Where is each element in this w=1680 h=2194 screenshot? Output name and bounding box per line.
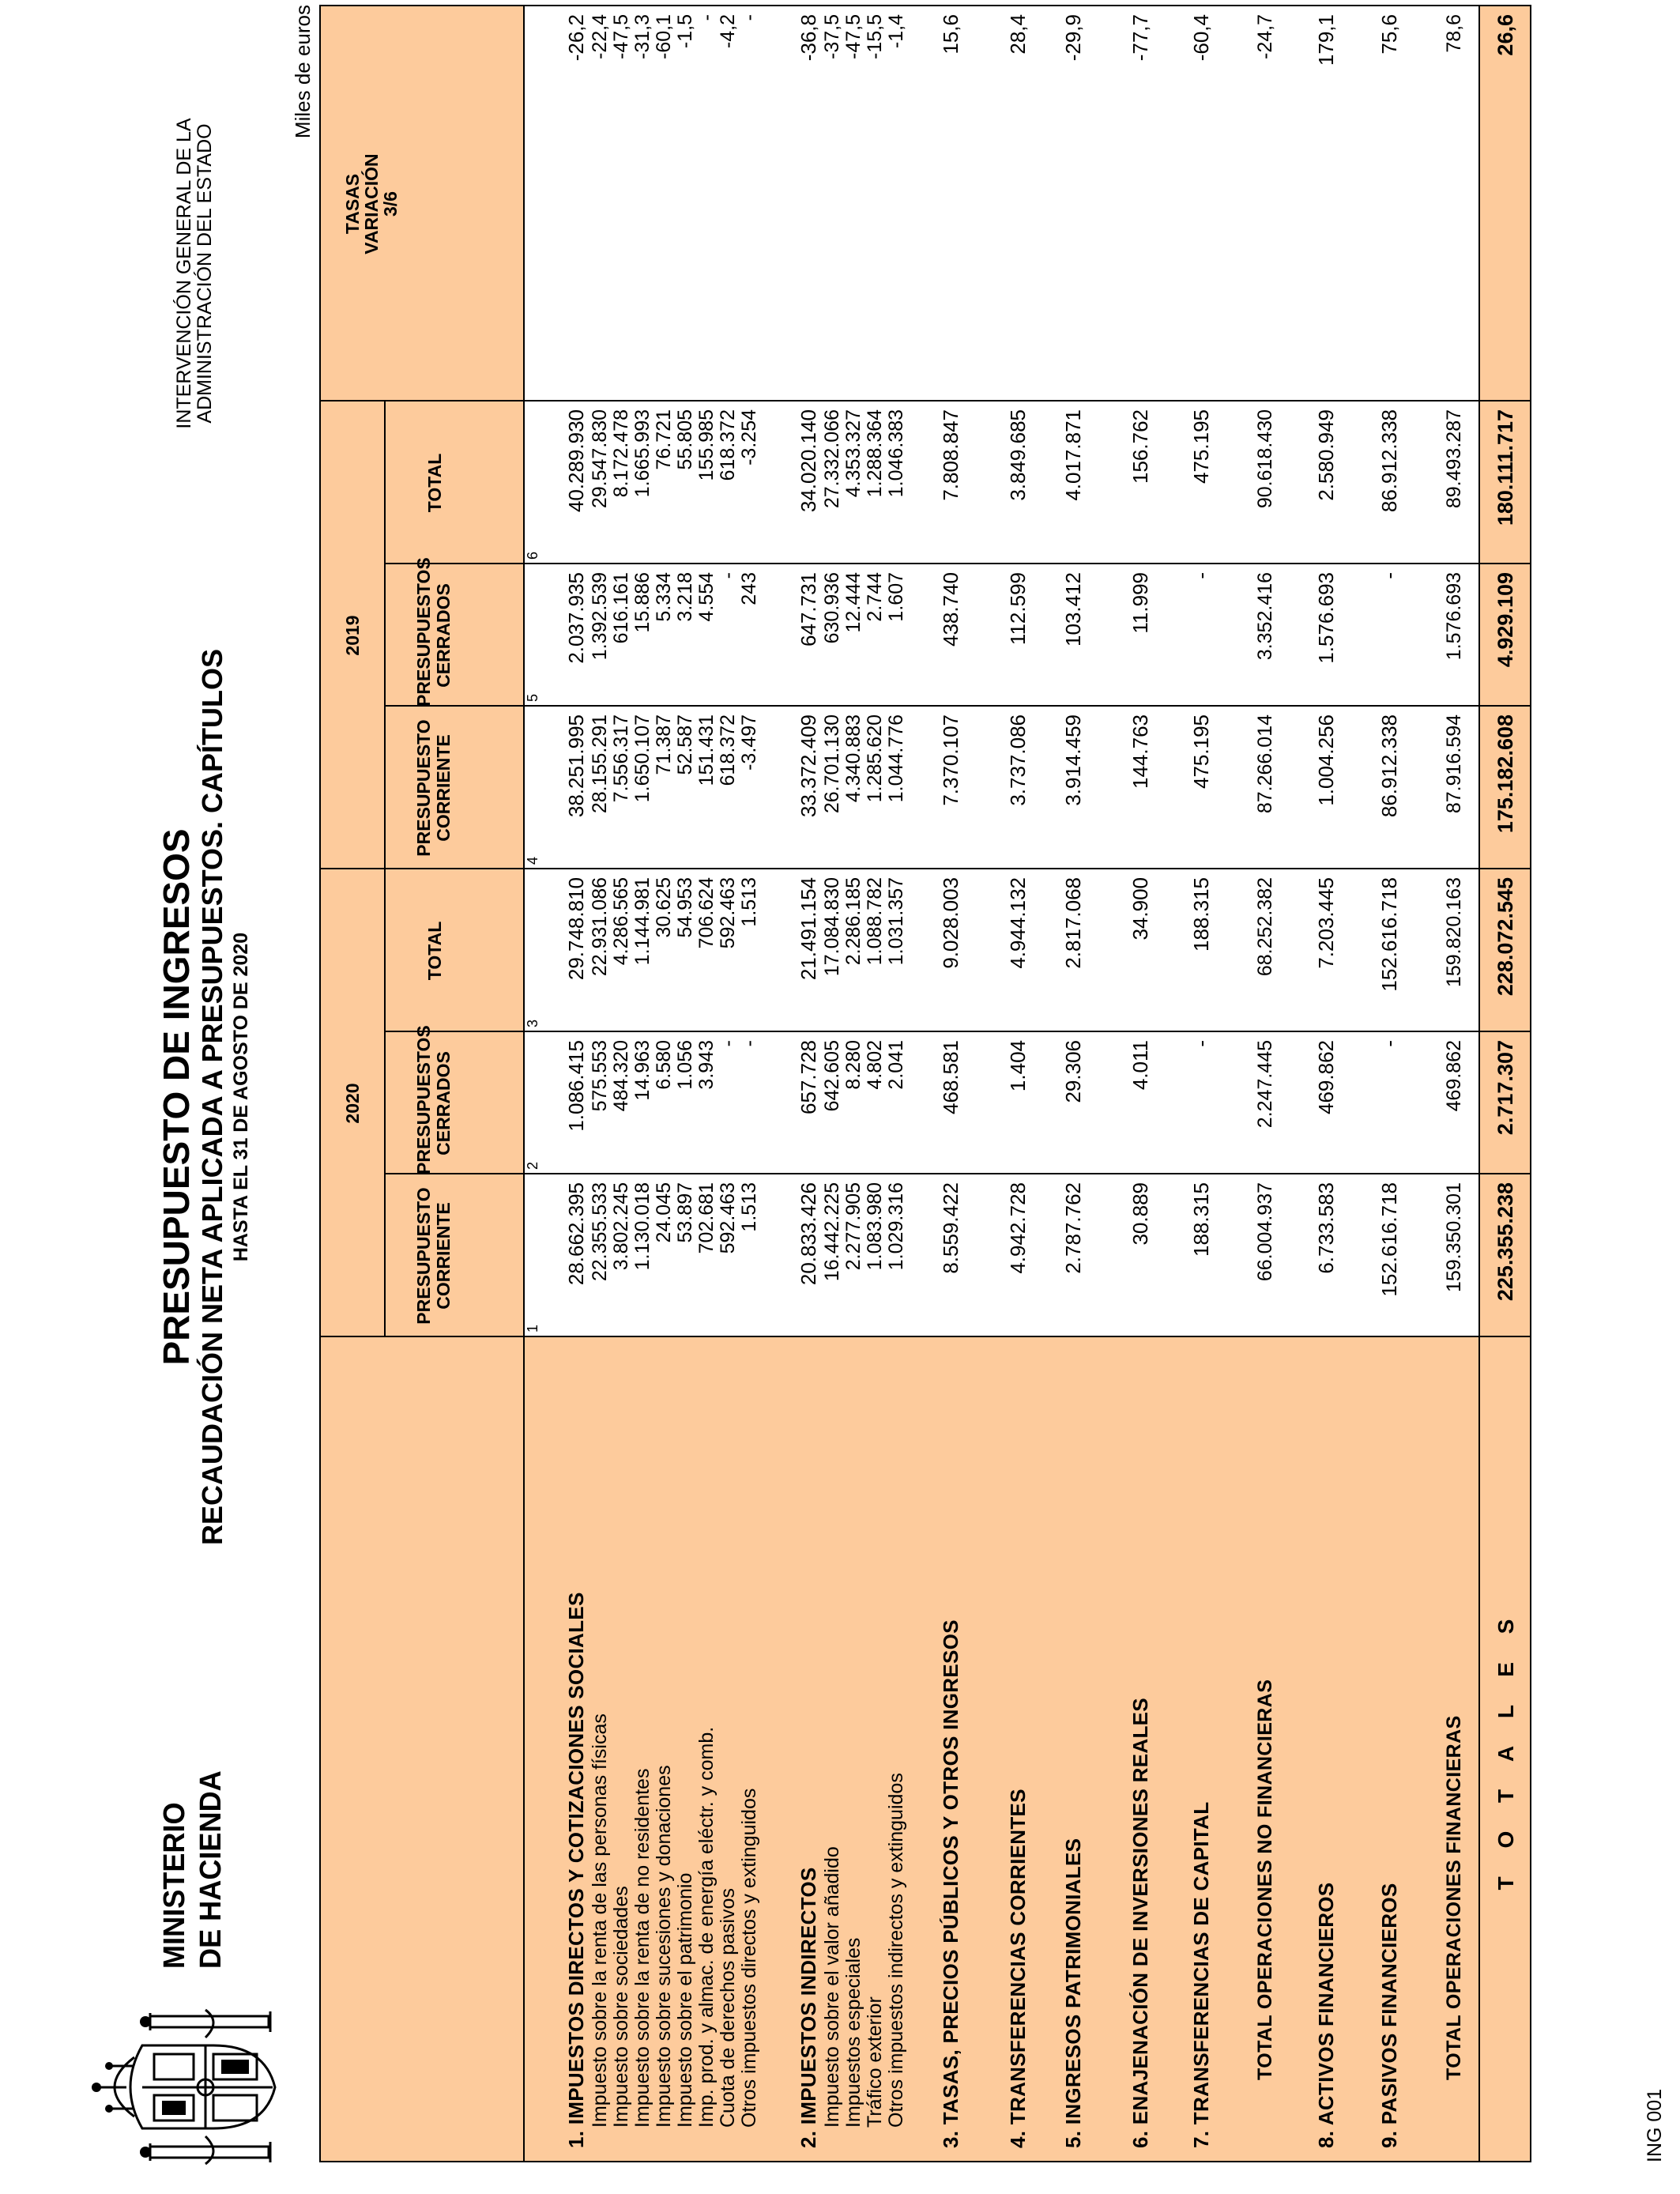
row-value-cell: 647.731 — [797, 572, 820, 647]
row-value-cell: 618.372 — [717, 409, 739, 481]
row-rate-cell: 179,1 — [1314, 14, 1338, 66]
row-value-cell: 151.431 — [695, 714, 718, 786]
row-value-cell: 6.733.583 — [1314, 1182, 1338, 1274]
col5-header: PRESUPUESTOS CERRADOS — [413, 557, 454, 707]
row-label: 2. IMPUESTOS INDIRECTOS — [797, 1867, 820, 2148]
row-value-cell: 1.086.415 — [564, 1040, 588, 1132]
row-value-cell: 2.041 — [885, 1040, 907, 1090]
row-rate-cell: 15,6 — [939, 14, 962, 55]
row-value-cell: 1.513 — [738, 877, 760, 927]
row-value-cell: 4.340.883 — [842, 714, 864, 803]
table-row — [563, 6, 590, 2161]
row-value-cell: 1.650.107 — [631, 714, 654, 803]
row-value-cell: 87.916.594 — [1443, 714, 1465, 814]
row-value-cell: - — [1377, 572, 1401, 579]
row-value-cell: 1.088.782 — [864, 877, 886, 966]
table-row — [1004, 6, 1031, 2161]
row-value-cell: 28.155.291 — [589, 714, 611, 814]
report-subtitle: RECAUDACIÓN NETA APLICADA A PRESUPUESTOS. CAPÍTULOS — [196, 648, 228, 1546]
row-label: Impuesto sobre sucesiones y donaciones — [653, 1765, 675, 2128]
table-row — [1376, 6, 1403, 2161]
row-value-cell: 475.195 — [1189, 409, 1213, 484]
row-value-cell: - — [1377, 1040, 1401, 1047]
row-value-cell: 7.203.445 — [1314, 877, 1338, 969]
row-value-cell: 1.046.383 — [885, 409, 907, 498]
row-value-cell: 4.286.565 — [610, 877, 632, 966]
report-title: PRESUPUESTO DE INGRESOS — [156, 828, 197, 1366]
header-label-area — [321, 1337, 523, 2161]
row-value-cell: 8.280 — [842, 1040, 864, 1090]
row-value-cell: 1.285.620 — [864, 714, 886, 803]
row-value-cell: 87.266.014 — [1254, 714, 1276, 814]
col-number-3: 3 — [525, 1019, 541, 1027]
row-value-cell: 468.581 — [939, 1040, 962, 1114]
col3-header: TOTAL — [424, 921, 445, 981]
totals-value-2: 2.717.307 — [1494, 1040, 1517, 1136]
row-value-cell: 2.286.185 — [842, 877, 864, 966]
row-value-cell: 1.029.316 — [885, 1182, 907, 1271]
row-rate-cell: -4,2 — [717, 14, 739, 49]
row-value-cell: 2.817.068 — [1061, 877, 1085, 969]
row-value-cell: 2.744 — [864, 572, 886, 622]
row-value-cell: 702.681 — [695, 1182, 718, 1254]
row-value-cell: 156.762 — [1128, 409, 1152, 484]
totals-value-1: 225.355.238 — [1494, 1182, 1517, 1302]
row-value-cell: 4.353.327 — [842, 409, 864, 498]
row-value-cell: 1.130.018 — [631, 1182, 654, 1271]
row-label: Imp. prod. y almac. de energía eléctr. y comb. — [695, 1726, 718, 2128]
row-value-cell: 112.599 — [1006, 572, 1030, 646]
col-number-1: 1 — [525, 1324, 541, 1333]
row-value-cell: 4.017.871 — [1061, 409, 1085, 501]
col1-header: PRESUPUESTO CORRIENTE — [413, 1187, 454, 1325]
year-2019-header: 2019 — [342, 615, 363, 656]
row-value-cell: 155.985 — [695, 409, 718, 481]
row-value-cell: 38.251.995 — [564, 714, 588, 818]
ministry-line-2: DE HACIENDA — [194, 1770, 228, 1969]
row-value-cell: 1.031.357 — [885, 877, 907, 966]
totals-value-6: 180.111.717 — [1494, 409, 1517, 526]
row-rate-cell: -31,3 — [631, 14, 654, 59]
table-row — [937, 6, 964, 2161]
row-value-cell: 26.701.130 — [821, 714, 843, 814]
row-value-cell: -3.497 — [738, 714, 760, 771]
row-value-cell: 12.444 — [842, 572, 864, 633]
row-value-cell: 27.332.066 — [821, 409, 843, 509]
row-value-cell: 592.463 — [717, 877, 739, 949]
totals-rate-value: 26,6 — [1494, 14, 1517, 56]
row-value-cell: 243 — [738, 572, 760, 605]
row-value-cell: 159.350.301 — [1443, 1182, 1465, 1293]
col-number-2: 2 — [525, 1161, 541, 1170]
row-label: Impuestos especiales — [842, 1937, 864, 2128]
row-value-cell: 642.605 — [821, 1040, 843, 1112]
row-value-cell: 438.740 — [939, 572, 962, 647]
row-label: 6. ENAJENACIÓN DE INVERSIONES REALES — [1128, 1698, 1152, 2148]
row-rate-cell: -60,4 — [1189, 14, 1213, 62]
row-label: Impuesto sobre el patrimonio — [674, 1872, 696, 2128]
row-value-cell: 2.277.905 — [842, 1182, 864, 1271]
row-value-cell: 5.334 — [653, 572, 675, 622]
table-row — [1252, 6, 1279, 2161]
row-value-cell: 68.252.382 — [1254, 877, 1276, 977]
row-value-cell: 55.805 — [674, 409, 696, 470]
row-value-cell: 54.953 — [674, 877, 696, 938]
row-value-cell: 4.942.728 — [1006, 1182, 1030, 1274]
col6-header: TOTAL — [424, 453, 445, 513]
row-value-cell: 4.011 — [1128, 1040, 1152, 1091]
row-value-cell: 2.580.949 — [1314, 409, 1338, 501]
row-value-cell: 630.936 — [821, 572, 843, 644]
row-rate-cell: -47,5 — [842, 14, 864, 59]
row-value-cell: - — [717, 1040, 739, 1047]
row-rate-cell: 78,6 — [1443, 14, 1465, 53]
row-value-cell: 469.862 — [1443, 1040, 1465, 1112]
row-rate-cell: -15,5 — [864, 14, 886, 59]
totals-value-3: 228.072.545 — [1494, 877, 1517, 997]
table-row — [883, 6, 910, 2161]
row-value-cell: 15.886 — [631, 572, 654, 633]
row-value-cell: 29.306 — [1061, 1040, 1085, 1103]
col2-header: PRESUPUESTOS CERRADOS — [413, 1025, 454, 1174]
row-value-cell: 24.045 — [653, 1182, 675, 1243]
row-value-cell: 188.315 — [1189, 877, 1213, 952]
row-value-cell: 484.320 — [610, 1040, 632, 1112]
row-rate-cell: -77,7 — [1128, 14, 1152, 62]
row-value-cell: 3.352.416 — [1254, 572, 1276, 661]
row-value-cell: 4.944.132 — [1006, 877, 1030, 969]
row-value-cell: 66.004.937 — [1254, 1182, 1276, 1282]
row-value-cell: 2.247.445 — [1254, 1040, 1276, 1129]
row-rate-cell: 28,4 — [1006, 14, 1030, 55]
row-value-cell: 2.787.762 — [1061, 1182, 1085, 1274]
row-value-cell: 86.912.338 — [1377, 409, 1401, 513]
row-rate-cell: -37,5 — [821, 14, 843, 59]
row-value-cell: 4.802 — [864, 1040, 886, 1090]
row-label: Impuesto sobre el valor añadido — [821, 1846, 843, 2128]
row-rate-cell: - — [738, 14, 760, 21]
row-value-cell: 3.802.245 — [610, 1182, 632, 1271]
row-value-cell: 71.387 — [653, 714, 675, 775]
row-value-cell: 1.576.693 — [1443, 572, 1465, 661]
year-2020-header: 2020 — [342, 1083, 363, 1124]
row-label: Cuota de derechos pasivos — [717, 1888, 739, 2128]
row-label: Impuesto sobre la renta de no residentes — [631, 1768, 654, 2128]
row-value-cell: 1.576.693 — [1314, 572, 1338, 664]
table-row — [1127, 6, 1154, 2161]
row-value-cell: 159.820.163 — [1443, 877, 1465, 988]
row-value-cell: - — [738, 1040, 760, 1047]
row-value-cell: 33.372.409 — [797, 714, 820, 818]
row-value-cell: 3.849.685 — [1006, 409, 1030, 501]
row-rate-cell: -60,1 — [653, 14, 675, 59]
row-value-cell: 17.084.830 — [821, 877, 843, 977]
row-rate-cell: - — [695, 14, 718, 21]
row-label: Impuesto sobre la renta de las personas físicas — [589, 1713, 611, 2128]
row-label: Impuesto sobre sociedades — [610, 1886, 632, 2128]
col-number-6: 6 — [525, 551, 541, 560]
row-value-cell: 6.580 — [653, 1040, 675, 1090]
row-value-cell: 86.912.338 — [1377, 714, 1401, 818]
agency-line-1: INTERVENCIÓN GENERAL DE LA — [173, 118, 195, 429]
row-value-cell: 152.616.718 — [1377, 1182, 1401, 1297]
row-label: 7. TRANSFERENCIAS DE CAPITAL — [1189, 1801, 1213, 2148]
row-label: 9. PASIVOS FINANCIEROS — [1377, 1883, 1401, 2148]
table-row — [1441, 6, 1467, 2161]
row-value-cell: 3.914.459 — [1061, 714, 1085, 806]
col-number-4: 4 — [525, 856, 541, 865]
row-value-cell: -3.254 — [738, 409, 760, 466]
row-value-cell: 469.862 — [1314, 1040, 1338, 1114]
row-value-cell: 30.625 — [653, 877, 675, 938]
row-value-cell: 89.493.287 — [1443, 409, 1465, 509]
row-label: 5. INGRESOS PATRIMONIALES — [1061, 1838, 1085, 2148]
row-label: TOTAL OPERACIONES FINANCIERAS — [1443, 1715, 1465, 2080]
row-value-cell: 1.513 — [738, 1182, 760, 1232]
row-value-cell: 2.037.935 — [564, 572, 588, 664]
row-value-cell: 706.624 — [695, 877, 718, 949]
row-rate-cell: -22,4 — [589, 14, 611, 59]
row-value-cell: 1.288.364 — [864, 409, 886, 498]
table-row — [736, 6, 763, 2161]
ministry-line-1: MINISTERIO — [158, 1802, 191, 1969]
agency-name — [174, 68, 215, 479]
row-value-cell: 52.587 — [674, 714, 696, 775]
row-rate-cell: -36,8 — [797, 14, 820, 62]
row-value-cell: 30.889 — [1128, 1182, 1152, 1246]
row-value-cell: 144.763 — [1128, 714, 1152, 789]
row-value-cell: 1.392.539 — [589, 572, 611, 661]
totals-value-4: 175.182.608 — [1494, 714, 1517, 834]
row-rate-cell: -24,7 — [1254, 14, 1276, 59]
row-value-cell: 53.897 — [674, 1182, 696, 1243]
row-value-cell: 8.172.478 — [610, 409, 632, 498]
col4-header: PRESUPUESTO CORRIENTE — [413, 719, 454, 857]
row-value-cell: - — [1189, 1040, 1213, 1047]
row-value-cell: 34.020.140 — [797, 409, 820, 513]
row-value-cell: 4.554 — [695, 572, 718, 622]
row-value-cell: - — [717, 572, 739, 579]
report-date: HASTA EL 31 DE AGOSTO DE 2020 — [230, 932, 252, 1262]
row-value-cell: 16.442.225 — [821, 1182, 843, 1282]
row-value-cell: 1.044.776 — [885, 714, 907, 803]
row-value-cell: 90.618.430 — [1254, 409, 1276, 509]
row-value-cell: 592.463 — [717, 1182, 739, 1254]
row-value-cell: 575.553 — [589, 1040, 611, 1112]
row-value-cell: - — [1189, 572, 1213, 579]
row-value-cell: 1.004.256 — [1314, 714, 1338, 806]
row-value-cell: 152.616.718 — [1377, 877, 1401, 992]
row-label: 1. IMPUESTOS DIRECTOS Y COTIZACIONES SOCIALES — [564, 1592, 588, 2148]
row-value-cell: 3.218 — [674, 572, 696, 622]
table-row — [1188, 6, 1215, 2161]
row-value-cell: 657.728 — [797, 1040, 820, 1114]
row-rate-cell: -47,5 — [610, 14, 632, 59]
row-value-cell: 1.404 — [1006, 1040, 1030, 1092]
row-value-cell: 21.491.154 — [797, 877, 820, 981]
row-value-cell: 3.737.086 — [1006, 714, 1030, 806]
row-value-cell: 618.372 — [717, 714, 739, 786]
row-value-cell: 1.607 — [885, 572, 907, 622]
row-value-cell: 22.355.533 — [589, 1182, 611, 1282]
row-value-cell: 475.195 — [1189, 714, 1213, 789]
row-value-cell: 20.833.426 — [797, 1182, 820, 1286]
row-value-cell: 1.665.993 — [631, 409, 654, 498]
row-rate-cell: -1,4 — [885, 14, 907, 49]
totals-row — [1478, 6, 1531, 2161]
row-value-cell: 1.083.980 — [864, 1182, 886, 1271]
units-note: Miles de euros — [291, 5, 315, 139]
row-label: 4. TRANSFERENCIAS CORRIENTES — [1006, 1789, 1030, 2148]
row-label: 8. ACTIVOS FINANCIEROS — [1314, 1882, 1338, 2148]
rate-header: TASAS VARIACIÓN 3/6 — [342, 153, 401, 254]
revenue-table — [319, 5, 1531, 2162]
row-value-cell: 40.289.930 — [564, 409, 588, 513]
table-row — [1060, 6, 1087, 2161]
row-label: Tráfico exterior — [864, 1996, 886, 2128]
row-value-cell: 1.056 — [674, 1040, 696, 1090]
agency-line-2: ADMINISTRACIÓN DEL ESTADO — [194, 123, 216, 424]
row-label: Otros impuestos directos y extinguidos — [738, 1788, 760, 2128]
row-rate-cell: -29,9 — [1061, 14, 1085, 62]
row-value-cell: 7.370.107 — [939, 714, 962, 806]
form-code: ING 001 — [1644, 2088, 1666, 2162]
totals-value-5: 4.929.109 — [1494, 572, 1517, 668]
row-value-cell: 34.900 — [1128, 877, 1152, 941]
row-value-cell: 9.028.003 — [939, 877, 962, 969]
row-value-cell: 8.559.422 — [939, 1182, 962, 1274]
row-label: Otros impuestos indirectos y extinguidos — [885, 1773, 907, 2128]
row-value-cell: 11.999 — [1128, 572, 1152, 634]
totals-label: T O T A L E S — [1494, 1608, 1518, 1891]
row-value-cell: 22.931.086 — [589, 877, 611, 977]
row-rate-cell: -1,5 — [674, 14, 696, 49]
row-value-cell: 188.315 — [1189, 1182, 1213, 1257]
row-value-cell: 14.963 — [631, 1040, 654, 1101]
row-rate-cell: -26,2 — [564, 14, 588, 62]
col-number-5: 5 — [525, 693, 541, 702]
row-value-cell: 29.748.810 — [564, 877, 588, 981]
row-label: TOTAL OPERACIONES NO FINANCIERAS — [1254, 1679, 1276, 2080]
row-value-cell: 1.144.981 — [631, 877, 654, 966]
row-label: 3. TASAS, PRECIOS PÚBLICOS Y OTROS INGRESOS — [939, 1619, 962, 2148]
row-value-cell: 7.556.317 — [610, 714, 632, 803]
table-row — [795, 6, 822, 2161]
row-value-cell: 76.721 — [653, 409, 675, 470]
row-rate-cell: 75,6 — [1377, 14, 1401, 55]
row-value-cell: 7.808.847 — [939, 409, 962, 501]
row-value-cell: 103.412 — [1061, 572, 1085, 647]
row-value-cell: 28.662.395 — [564, 1182, 588, 1286]
row-value-cell: 616.161 — [610, 572, 632, 644]
table-row — [1313, 6, 1339, 2161]
row-value-cell: 3.943 — [695, 1040, 718, 1090]
row-value-cell: 29.547.830 — [589, 409, 611, 509]
